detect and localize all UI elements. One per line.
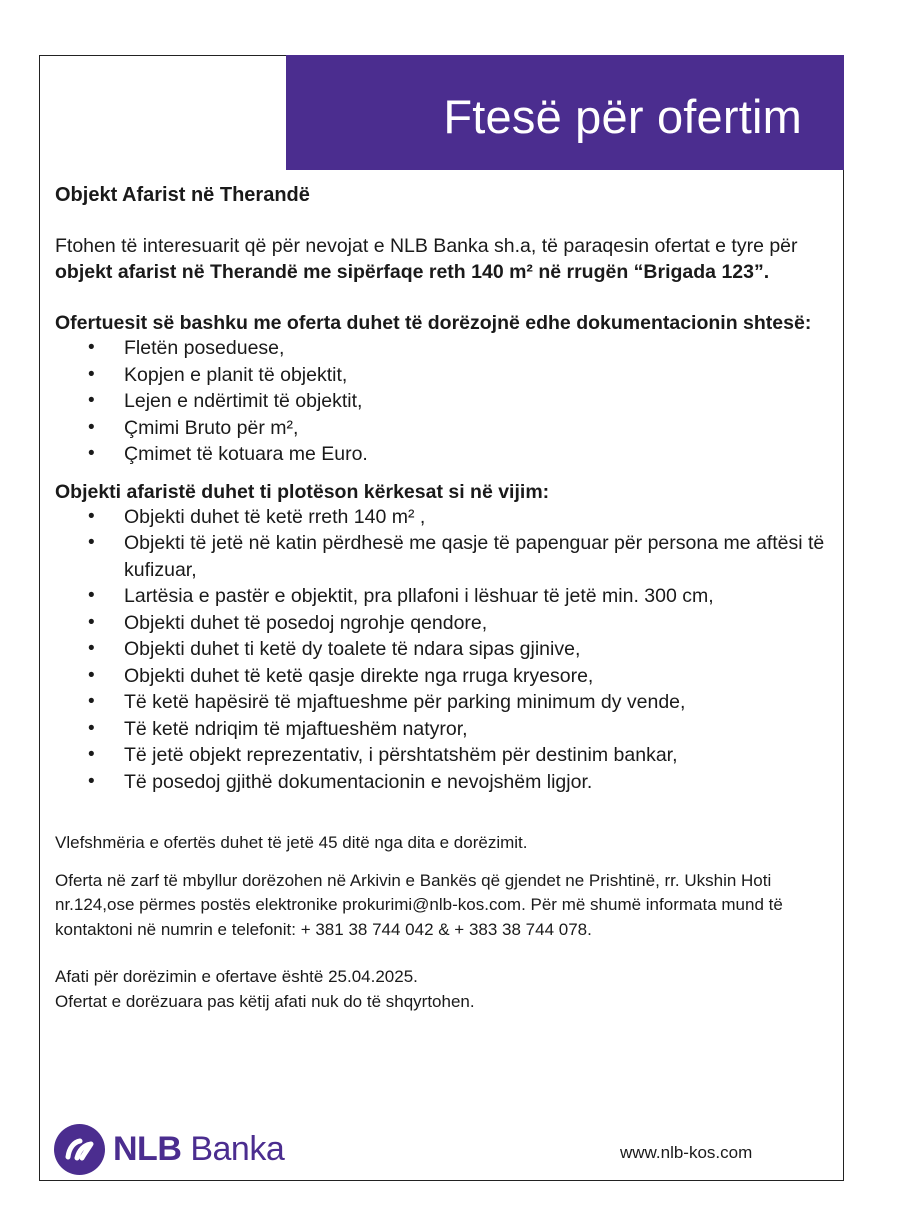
- title-banner: [286, 55, 844, 170]
- page-title: Ftesë për ofertim: [443, 90, 802, 143]
- intro-paragraph: [55, 233, 825, 285]
- bullet-icon: •: [88, 611, 95, 633]
- bullet-icon: •: [88, 363, 95, 385]
- list-item: • Çmimet të kotuara me Euro.: [55, 441, 825, 468]
- list-item: • Objekti duhet të ketë rreth 140 m² ,: [55, 504, 825, 531]
- bullet-icon: •: [88, 390, 95, 411]
- nlb-logo-icon: [54, 1124, 105, 1175]
- documents-list: [55, 335, 825, 468]
- list-item: • Të jetë objekt reprezentativ, i përshtatshëm për destinim bankar,: [55, 742, 825, 769]
- deadline-text: Afati për dorëzimin e ofertave është 25.04.2025.: [55, 967, 418, 986]
- bullet-icon: •: [88, 638, 95, 659]
- website-link[interactable]: www.nlb-kos.com: [620, 1143, 753, 1162]
- object-heading: Objekt Afarist në Therandë: [55, 184, 310, 206]
- bullet-icon: •: [88, 416, 95, 438]
- list-item: • Objekti duhet ti ketë dy toalete të ndara sipas gjinive,: [55, 636, 825, 663]
- list-item: • Të posedoj gjithë dokumentacionin e nevojshëm ligjor.: [55, 769, 825, 796]
- list-item: • Lejen e ndërtimit të objektit,: [55, 388, 825, 415]
- bullet-icon: •: [88, 770, 95, 792]
- bullet-icon: •: [88, 717, 95, 739]
- deadline-note: Ofertat e dorëzuara pas këtij afati nuk do të shqyrtohen.: [55, 991, 475, 1011]
- list-item: • Çmimi Bruto për m²,: [55, 415, 825, 442]
- intro-highlight: objekt afarist në Therandë me sipërfaqe reth 140 m² në rrugën “Brigada 123”.: [55, 261, 770, 283]
- bullet-icon: •: [88, 505, 95, 527]
- list-item: • Objekti duhet të posedoj ngrohje qendore,: [55, 610, 825, 637]
- bullet-icon: •: [88, 337, 95, 358]
- bullet-icon: •: [88, 691, 95, 712]
- nlb-logo: [54, 1124, 284, 1175]
- document-body: [55, 180, 825, 1014]
- bullet-icon: •: [88, 532, 95, 553]
- validity-text: Vlefshmëria e ofertës duhet të jetë 45 ditë nga dita e dorëzimit.: [55, 833, 528, 852]
- list-item: • Kopjen e planit të objektit,: [55, 362, 825, 389]
- list-item: • Të ketë ndriqim të mjaftueshëm natyror,: [55, 716, 825, 743]
- list-item: • Objekti duhet të ketë qasje direkte nga rruga kryesore,: [55, 663, 825, 690]
- list-item: • Të ketë hapësirë të mjaftueshme për parking minimum dy vende,: [55, 689, 825, 716]
- bullet-icon: •: [88, 744, 95, 765]
- list-item: • Lartësia e pastër e objektit, pra pllafoni i lëshuar të jetë min. 300 cm,: [55, 583, 825, 610]
- bullet-icon: •: [88, 443, 95, 464]
- bullet-icon: •: [88, 585, 95, 606]
- intro-text: Ftohen të interesuarit që për nevojat e NLB Banka sh.a, të paraqesin ofertat e tyre për: [55, 235, 798, 257]
- requirements-list: [55, 504, 825, 796]
- requirements-heading: Objekti afaristë duhet ti plotëson kërkesat si në vijim:: [55, 480, 550, 503]
- list-item: • Objekti të jetë në katin përdhesë me qasje të papenguar për persona me aftësi të kufizuar,: [88, 532, 825, 581]
- nlb-logo-text: NLB Banka: [113, 1130, 285, 1168]
- list-item: • Fletën poseduese,: [55, 335, 825, 362]
- submission-text: Oferta në zarf të mbyllur dorëzohen në Arkivin e Bankës që gjendet ne Prishtinë, rr. Ukshin Hoti nr.124,ose përmes postës elektronike prokurimi@nlb-kos.com. Për më shumë informata mund të kontaktoni në numrin e telefonit: + 381 38 744 042 & + 383 38 744 078.: [55, 870, 783, 939]
- documents-heading: Ofertuesit së bashku me oferta duhet të dorëzojnë edhe dokumentacionin shtesë:: [55, 312, 812, 334]
- bullet-icon: •: [88, 664, 95, 686]
